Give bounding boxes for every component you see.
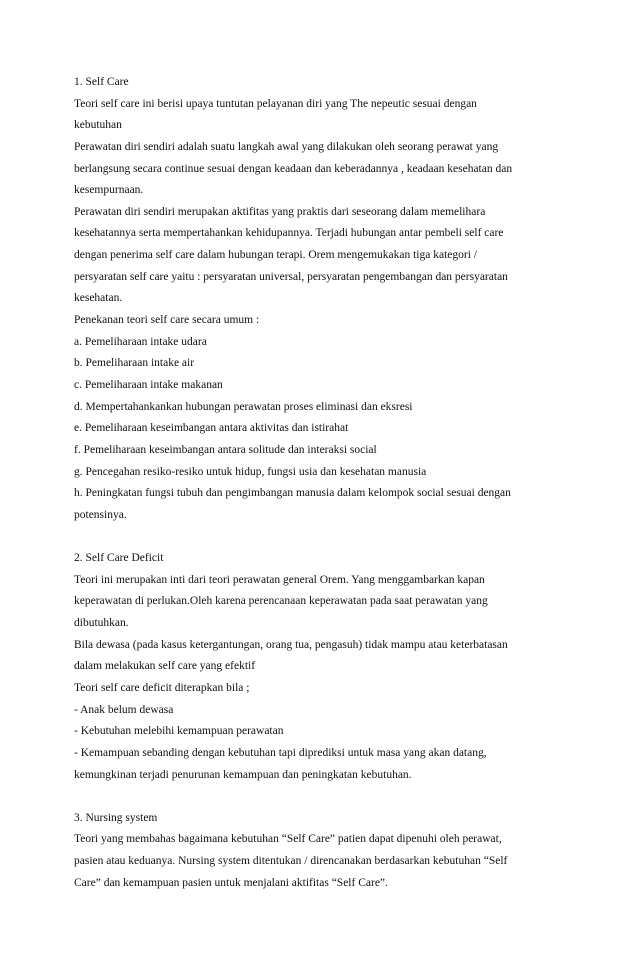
- section-1-heading: 1. Self Care: [74, 76, 129, 88]
- list-item: b. Pemeliharaan intake air: [74, 357, 195, 370]
- list-item: d. Mempertahankankan hubungan perawatan proses eliminasi dan eksresi: [74, 400, 413, 413]
- section-1-line: kesehatan.: [74, 292, 123, 305]
- section-2-line: Bila dewasa (pada kasus ketergantungan, orang tua, pengasuh) tidak mampu atau keterbatasan: [74, 638, 508, 651]
- section-2-line: dibutuhkan.: [74, 617, 129, 630]
- section-1-line: Teori self care ini berisi upaya tuntutan pelayanan diri yang The nepeutic sesuai dengan: [74, 97, 477, 110]
- section-3-line: Teori yang membahas bagaimana kebutuhan “Self Care” patien dapat dipenuhi oleh perawat,: [74, 833, 502, 846]
- section-1-line: persyaratan self care yaitu : persyaratan universal, persyaratan pengembangan dan persyaratan: [74, 270, 508, 283]
- section-1-line: Perawatan diri sendiri adalah suatu langkah awal yang dilakukan oleh seorang perawat yang: [74, 140, 499, 153]
- list-item: c. Pemeliharaan intake makanan: [74, 378, 223, 391]
- list-item: a. Pemeliharaan intake udara: [74, 335, 207, 348]
- section-3-line: Care” dan kemampuan pasien untuk menjalani aktifitas “Self Care”.: [74, 876, 388, 889]
- list-item: - Anak belum dewasa: [74, 703, 174, 716]
- paragraph-gap: [74, 786, 574, 808]
- section-2-heading: 2. Self Care Deficit: [74, 552, 164, 565]
- section-2-line: kemungkinan terjadi penurunan kemampuan dan peningkatan kebutuhan.: [74, 768, 412, 781]
- section-1-line: dengan penerima self care dalam hubungan terapi. Orem mengemukakan tiga kategori /: [74, 249, 477, 262]
- section-3-heading: 3. Nursing system: [74, 811, 158, 824]
- list-item: potensinya.: [74, 508, 127, 521]
- list-item: - Kebutuhan melebihi kemampuan perawatan: [74, 725, 284, 738]
- list-item: f. Pemeliharaan keseimbangan antara solitude dan interaksi social: [74, 443, 377, 456]
- document-page: [74, 72, 574, 894]
- section-1-line: kesehatannya serta mempertahankan kehidupannya. Terjadi hubungan antar pembeli self care: [74, 227, 504, 240]
- section-1-line: kesempurnaan.: [74, 184, 144, 197]
- section-1-line: Perawatan diri sendiri merupakan aktifitas yang praktis dari seseorang dalam memelihara: [74, 205, 486, 218]
- list-item: - Kemampuan sebanding dengan kebutuhan tapi diprediksi untuk masa yang akan datang,: [74, 746, 487, 759]
- section-3-line: pasien atau keduanya. Nursing system ditentukan / direncanakan berdasarkan kebutuhan “Self: [74, 855, 508, 868]
- list-item: h. Peningkatan fungsi tubuh dan pengimbangan manusia dalam kelompok social sesuai dengan: [74, 487, 511, 500]
- list-item: g. Pencegahan resiko-resiko untuk hidup, fungsi usia dan kesehatan manusia: [74, 465, 427, 478]
- section-2-line: Teori self care deficit diterapkan bila ;: [74, 681, 250, 694]
- section-2-line: Teori ini merupakan inti dari teori perawatan general Orem. Yang menggambarkan kapan: [74, 573, 485, 586]
- list-item: e. Pemeliharaan keseimbangan antara aktivitas dan istirahat: [74, 422, 349, 435]
- paragraph-gap: [74, 526, 574, 548]
- section-2-line: dalam melakukan self care yang efektif: [74, 660, 256, 673]
- section-2-line: keperawatan di perlukan.Oleh karena perencanaan keperawatan pada saat perawatan yang: [74, 595, 488, 608]
- section-1-line: Penekanan teori self care secara umum :: [74, 314, 260, 327]
- section-1-line: kebutuhan: [74, 119, 122, 132]
- section-1-line: berlangsung secara continue sesuai dengan keadaan dan keberadannya , keadaan kesehatan dan: [74, 162, 513, 175]
